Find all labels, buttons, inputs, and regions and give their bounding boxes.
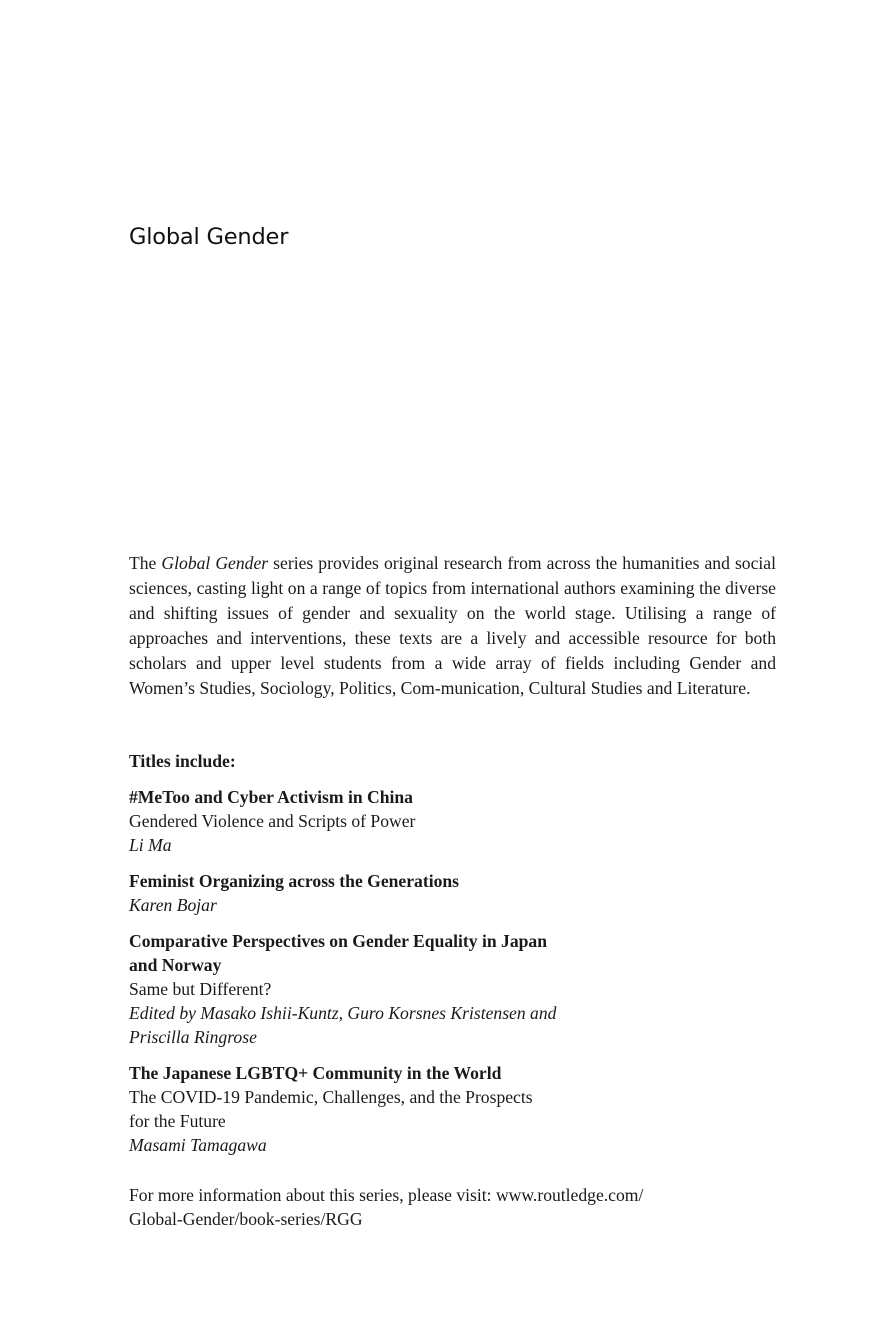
book-editors-line1: Edited by Masako Ishii-Kuntz, Guro Korsnes Kristensen and (129, 1003, 557, 1023)
book-subtitle-line1: The COVID-19 Pandemic, Challenges, and the Prospects (129, 1087, 533, 1107)
series-description (129, 551, 776, 701)
more-info (129, 1183, 749, 1231)
book-title-line1: Comparative Perspectives on Gender Equality in Japan (129, 931, 548, 951)
description-series-name: Global Gender (161, 553, 269, 573)
more-info-line1: For more information about this series, please visit: www.routledge.com/ (129, 1185, 644, 1205)
book-title-line2: and Norway (129, 955, 222, 975)
title-entry (129, 785, 689, 857)
more-info-line2: Global-Gender/book-series/RGG (129, 1209, 363, 1229)
description-lead: The (129, 553, 162, 573)
titles-heading: Titles include: (129, 751, 236, 771)
book-author: Li Ma (129, 835, 172, 855)
description-rest: and social sciences, casting light on a range of topics from international authors examining the diverse and shifting issues of gender and sexuality on the world stage. Utilising a range of approaches and interventions, these texts are a lively and accessible resource for both scholars and upper level students from a wide array of fields including Gender and Women’s Studies, Sociology, Politics, Com-munication, Cultural Studies and Literature. (129, 553, 776, 698)
title-entry (129, 929, 689, 1049)
book-author: Karen Bojar (129, 895, 217, 915)
title-entry (129, 869, 689, 917)
book-title: Feminist Organizing across the Generations (129, 871, 460, 891)
book-subtitle: Same but Different? (129, 979, 272, 999)
title-entry (129, 1061, 689, 1157)
description-line1-rest: series provides original research from across the humanities (268, 553, 700, 573)
book-editors-line2: Priscilla Ringrose (129, 1027, 257, 1047)
book-subtitle: Gendered Violence and Scripts of Power (129, 811, 416, 831)
series-title: Global Gender (129, 224, 289, 250)
book-title: The Japanese LGBTQ+ Community in the World (129, 1063, 502, 1083)
book-subtitle-line2: for the Future (129, 1111, 226, 1131)
book-title: #MeToo and Cyber Activism in China (129, 787, 413, 807)
book-author: Masami Tamagawa (129, 1135, 267, 1155)
